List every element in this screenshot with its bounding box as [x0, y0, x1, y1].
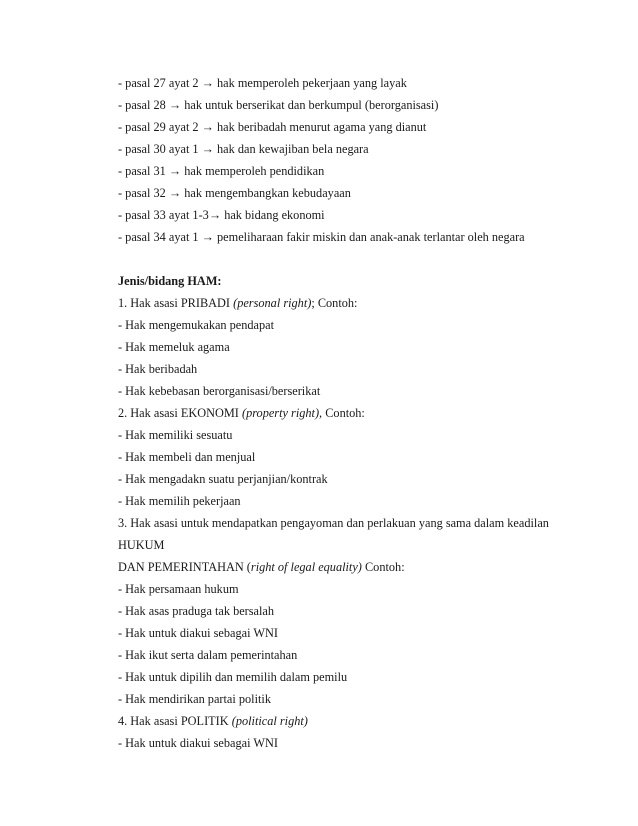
- section-4-title-text: 4. Hak asasi POLITIK: [118, 714, 232, 728]
- list-item: - Hak membeli dan menjual: [118, 450, 256, 464]
- section-3-title-continued: [118, 556, 588, 578]
- list-item: - Hak ikut serta dalam pemerintahan: [118, 648, 298, 662]
- list-item: - Hak kebebasan berorganisasi/berserikat: [118, 384, 321, 398]
- spacer: [118, 248, 588, 270]
- list-item: - Hak mengadakn suatu perjanjian/kontrak: [118, 472, 328, 486]
- section-2-title-suffix: Contoh:: [322, 406, 365, 420]
- pasal-line: - pasal 33 ayat 1-3→ hak bidang ekonomi: [118, 208, 325, 222]
- list-item: - Hak beribadah: [118, 362, 198, 376]
- list-item: - Hak persamaan hukum: [118, 582, 239, 596]
- section-3-title-english: right of legal equality): [250, 560, 362, 574]
- list-item: - Hak mengemukakan pendapat: [118, 318, 275, 332]
- pasal-line: - pasal 31 → hak memperoleh pendidikan: [118, 164, 325, 178]
- list-item: - Hak memeluk agama: [118, 340, 230, 354]
- list-item: - Hak asas praduga tak bersalah: [118, 604, 275, 618]
- pasal-list: [118, 72, 588, 248]
- pasal-line: - pasal 27 ayat 2 → hak memperoleh pekerjaan yang layak: [118, 76, 407, 90]
- section-3-title-text: DAN PEMERINTAHAN (: [118, 560, 251, 574]
- section-2-title-english: (property right),: [241, 406, 323, 420]
- section-1-title-suffix: ; Contoh:: [311, 296, 358, 310]
- pasal-line: - pasal 34 ayat 1 → pemeliharaan fakir miskin dan anak-anak terlantar oleh negara: [118, 230, 525, 244]
- section-1-title-text: 1. Hak asasi PRIBADI: [118, 296, 234, 310]
- section-2-title: [118, 402, 588, 424]
- section-3-title: 3. Hak asasi untuk mendapatkan pengayoman dan perlakuan yang sama dalam keadilan: [118, 516, 549, 530]
- section-1-title: [118, 292, 588, 314]
- list-item: - Hak untuk diakui sebagai WNI: [118, 736, 278, 750]
- list-item: - Hak untuk dipilih dan memilih dalam pemilu: [118, 670, 348, 684]
- document-page: [118, 72, 588, 754]
- section-1-title-english: (personal right): [233, 296, 312, 310]
- list-item: - Hak memiliki sesuatu: [118, 428, 233, 442]
- pasal-line: - pasal 32 → hak mengembangkan kebudayaan: [118, 186, 351, 200]
- section-heading: Jenis/bidang HAM:: [118, 274, 222, 288]
- section-2-title-text: 2. Hak asasi EKONOMI: [118, 406, 242, 420]
- list-item: - Hak memilih pekerjaan: [118, 494, 241, 508]
- pasal-line: - pasal 30 ayat 1 → hak dan kewajiban bela negara: [118, 142, 369, 156]
- section-3-title-continued: HUKUM: [118, 538, 165, 552]
- section-4-title: [118, 710, 588, 732]
- pasal-line: - pasal 29 ayat 2 → hak beribadah menurut agama yang dianut: [118, 120, 427, 134]
- section-4-title-english: (political right): [231, 714, 308, 728]
- pasal-line: - pasal 28 → hak untuk berserikat dan berkumpul (berorganisasi): [118, 98, 439, 112]
- list-item: - Hak mendirikan partai politik: [118, 692, 271, 706]
- section-3-title-suffix: Contoh:: [361, 560, 405, 574]
- list-item: - Hak untuk diakui sebagai WNI: [118, 626, 278, 640]
